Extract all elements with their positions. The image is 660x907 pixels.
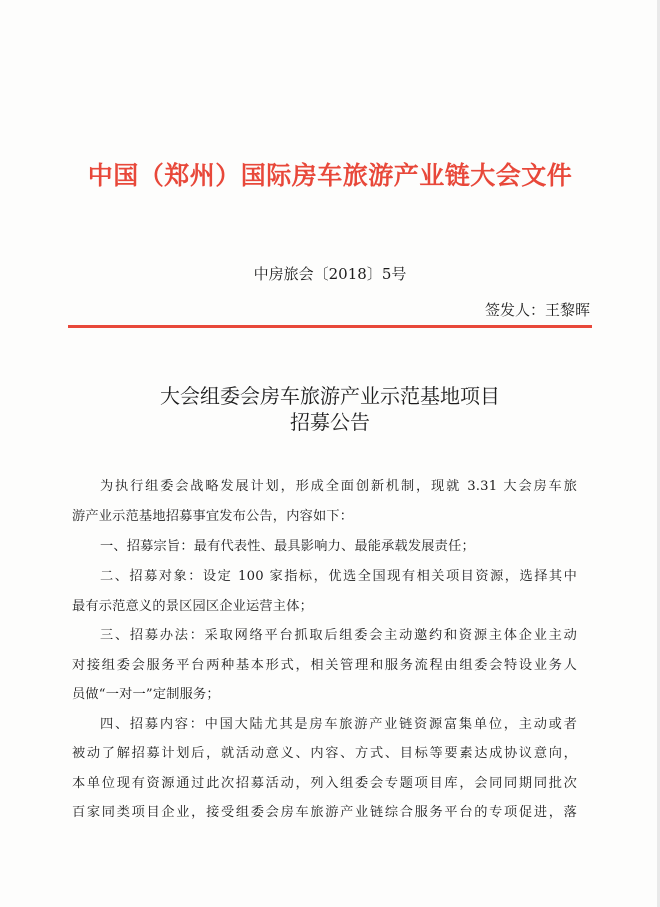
body-line: 一、招募宗旨：最有代表性、最具影响力、最能承载发展责任； — [100, 539, 475, 554]
body-line: 被动了解招募计划后，就活动意义、内容、方式、目标等要素达成协议意向， — [72, 746, 577, 761]
body-line: 员做“一对一”定制服务； — [72, 687, 220, 702]
document-header-title: 中国（郑州）国际房车旅游产业链大会文件 — [87, 161, 573, 190]
body-line: 最有示范意义的景区园区企业运营主体； — [72, 599, 313, 614]
body-line: 四、招募内容：中国大陆尤其是房车旅游产业链资源富集单位，主动或者 — [100, 717, 577, 732]
announcement-title-line-1: 大会组委会房车旅游产业示范基地项目 — [160, 384, 500, 408]
body-line: 二、招募对象：设定 100 家指标，优选全国现有相关项目资源，选择其中 — [100, 569, 577, 584]
body-line: 游产业示范基地招募事宜发布公告，内容如下： — [72, 509, 354, 524]
red-divider-line — [68, 325, 592, 328]
body-line: 对接组委会服务平台两种基本形式，相关管理和服务流程由组委会特设业务人 — [72, 658, 577, 673]
announcement-title-line-2: 招募公告 — [290, 410, 370, 434]
announcement-title — [0, 383, 660, 435]
body-line: 本单位现有资源通过此次招募活动，列入组委会专题项目库，会同同期同批次 — [72, 776, 577, 791]
body-line: 三、招募办法：采取网络平台抓取后组委会主动邀约和资源主体企业主动 — [100, 628, 577, 643]
body-line: 百家同类项目企业，接受组委会房车旅游产业链综合服务平台的专项促进，落 — [72, 805, 577, 820]
body-line: 为执行组委会战略发展计划，形成全面创新机制，现就 3.31 大会房车旅 — [100, 479, 577, 494]
issuer-signature: 签发人：王黎晖 — [484, 301, 590, 319]
document-number: 中房旅会〔2018〕5号 — [253, 265, 407, 283]
